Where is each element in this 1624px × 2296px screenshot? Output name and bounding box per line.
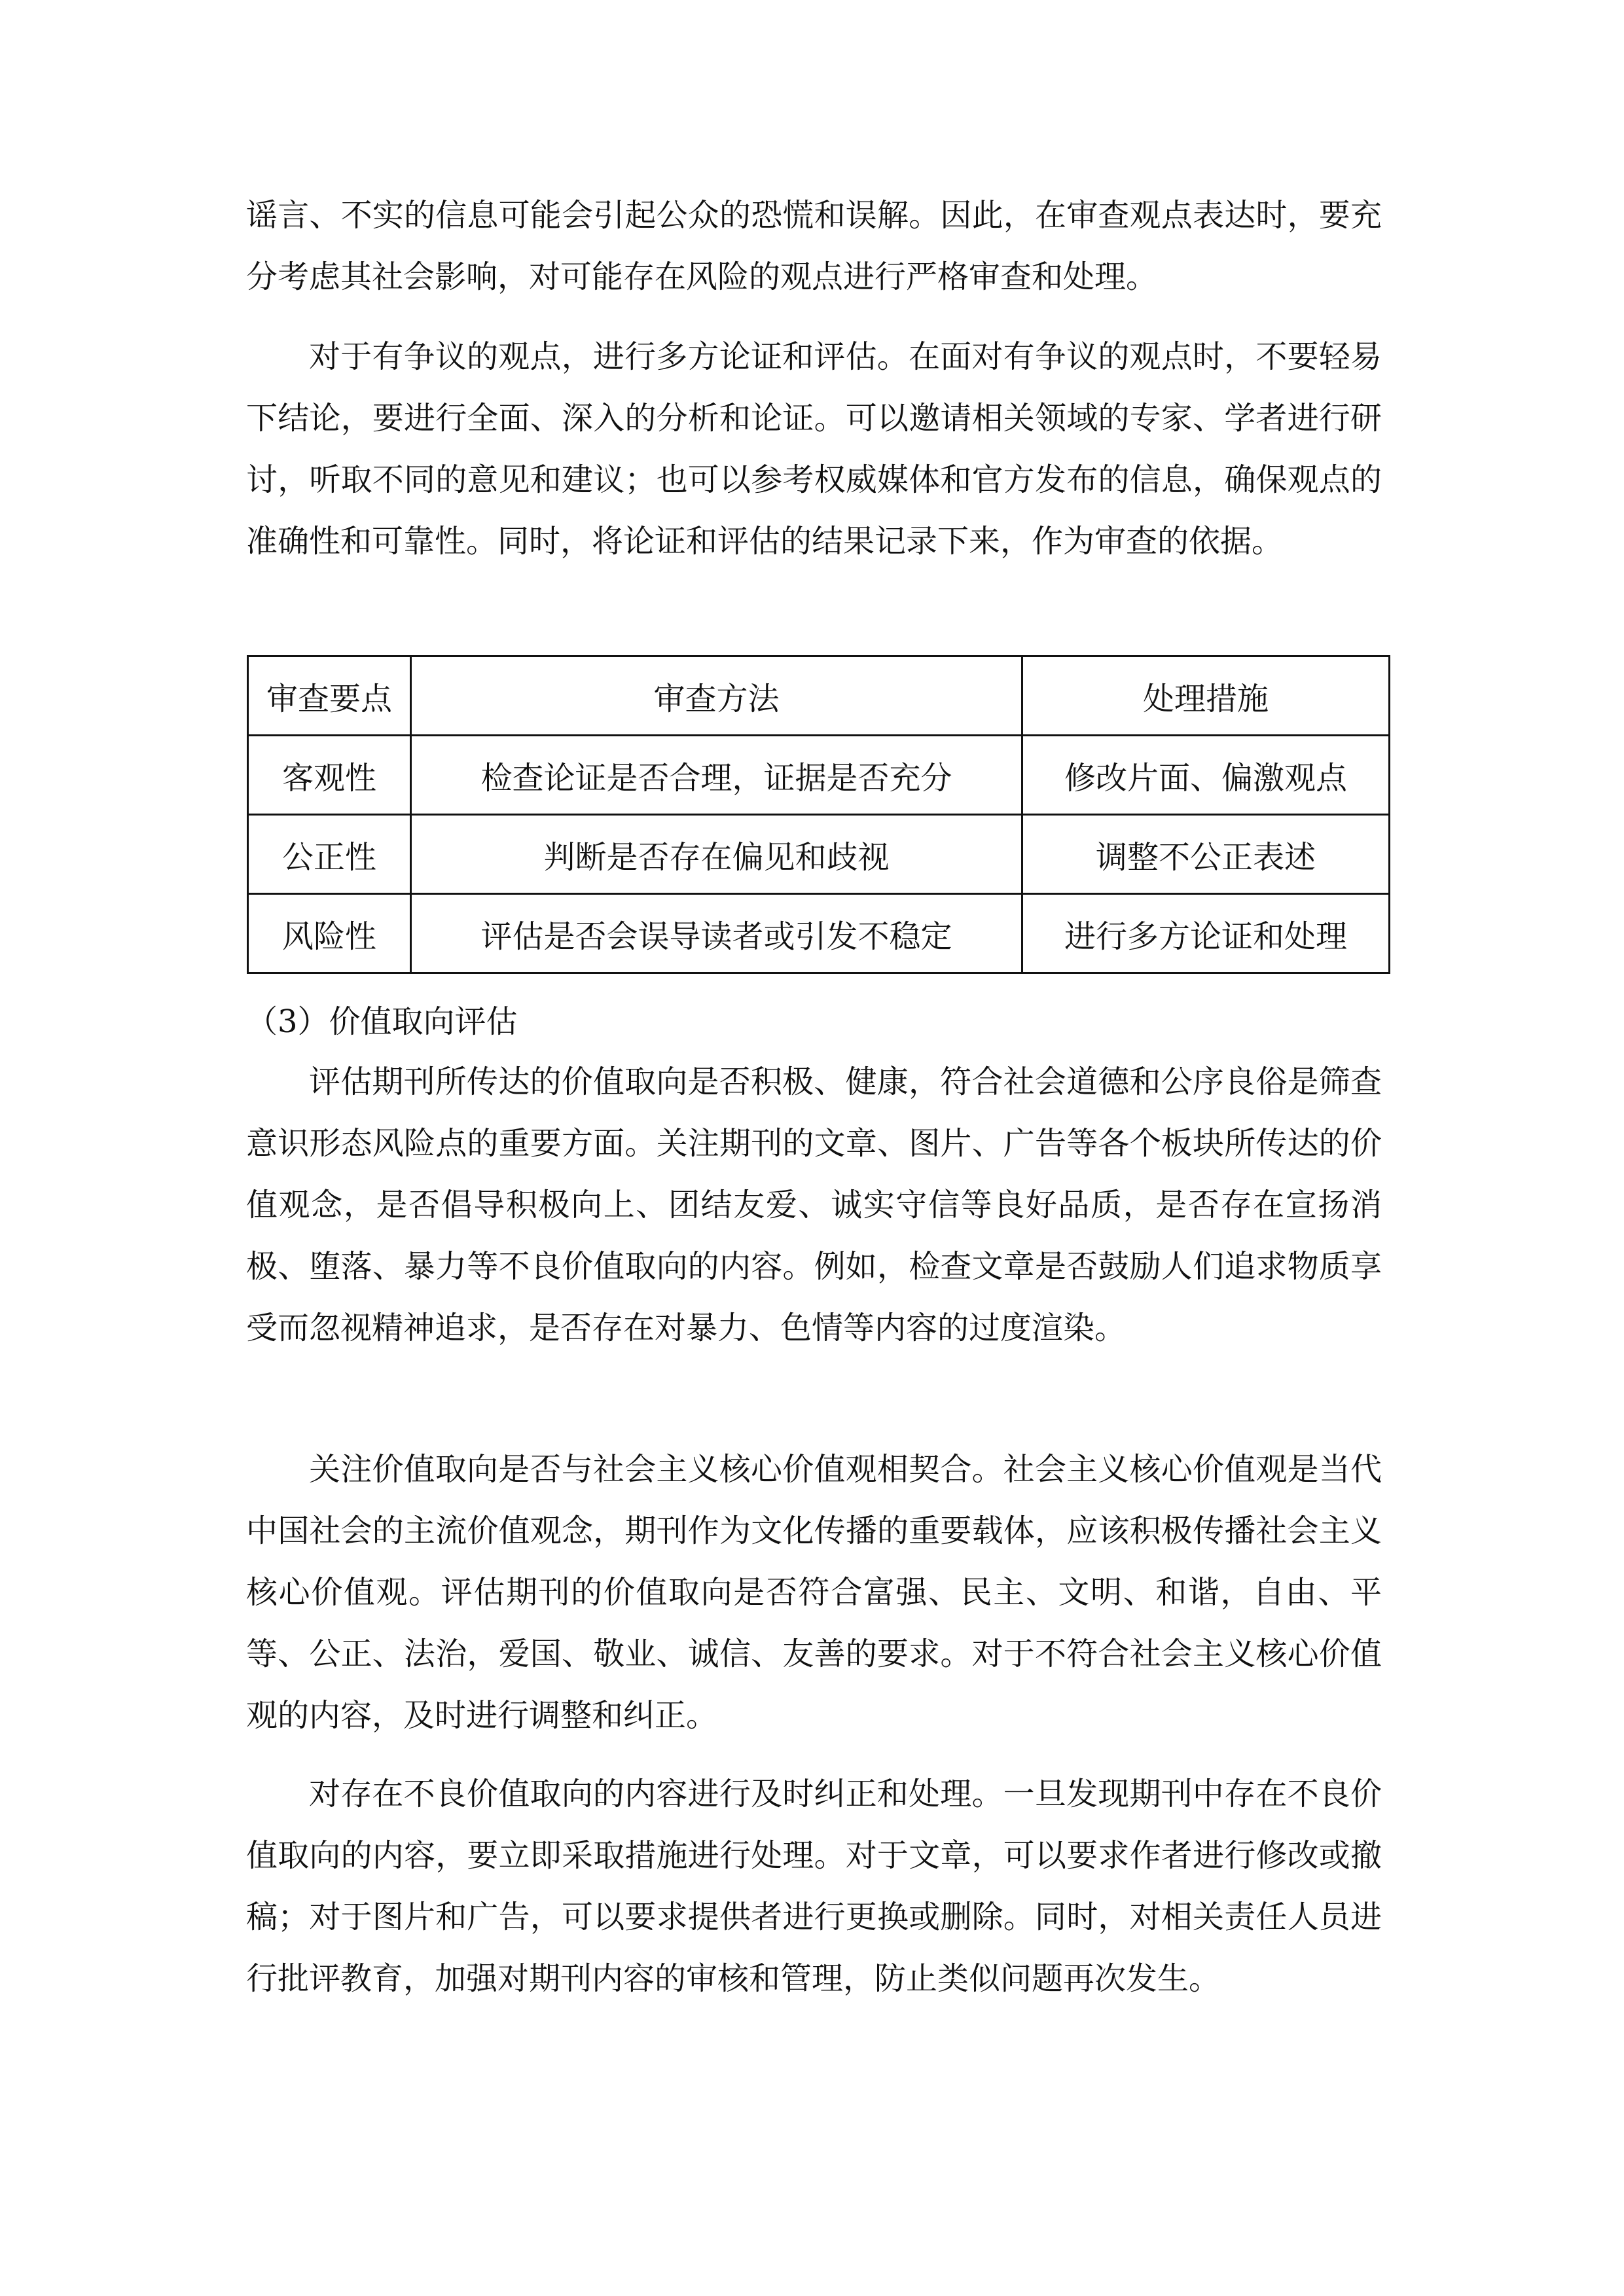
table-header-cell: 审查要点 [248, 656, 411, 736]
table-header-cell: 处理措施 [1022, 656, 1390, 736]
section-heading-value-orientation: （3）价值取向评估 [246, 1003, 518, 1040]
table-cell: 修改片面、偏激观点 [1022, 736, 1390, 815]
paragraph-controversial-views: 对于有争议的观点，进行多方论证和评估。在面对有争议的观点时，不要轻易下结论，要进行全面、深入的分析和论证。可以邀请相关领域的专家、学者进行研讨，听取不同的意见和建议；也可以参考权威媒体和官方发布的信息，确保观点的准确性和可靠性。同时，将论证和评估的结果记录下来，作为审查的依据。 [246, 338, 1382, 560]
table-header-cell: 审查方法 [411, 656, 1022, 736]
table-row [248, 736, 1390, 815]
table-cell: 检查论证是否合理，证据是否充分 [411, 736, 1022, 815]
table-cell: 风险性 [248, 894, 411, 973]
table-cell: 进行多方论证和处理 [1022, 894, 1390, 973]
review-table [247, 655, 1390, 974]
paragraph-core-values: 关注价值取向是否与社会主义核心价值观相契合。社会主义核心价值观是当代中国社会的主流价值观念，期刊作为文化传播的重要载体，应该积极传播社会主义核心价值观。评估期刊的价值取向是否符合富强、民主、文明、和谐，自由、平等、公正、法治，爱国、敬业、诚信、友善的要求。对于不符合社会主义核心价值观的内容，及时进行调整和纠正。 [246, 1451, 1382, 1734]
paragraph-correction: 对存在不良价值取向的内容进行及时纠正和处理。一旦发现期刊中存在不良价值取向的内容，要立即采取措施进行处理。对于文章，可以要求作者进行修改或撤稿；对于图片和广告，可以要求提供者进行更换或删除。同时，对相关责任人员进行批评教育，加强对期刊内容的审核和管理，防止类似问题再次发生。 [246, 1776, 1382, 1997]
paragraph-value-assessment: 评估期刊所传达的价值取向是否积极、健康，符合社会道德和公序良俗是筛查意识形态风险点的重要方面。关注期刊的文章、图片、广告等各个板块所传达的价值观念，是否倡导积极向上、团结友爱、诚实守信等良好品质，是否存在宣扬消极、堕落、暴力等不良价值取向的内容。例如，检查文章是否鼓励人们追求物质享受而忽视精神追求，是否存在对暴力、色情等内容的过度渲染。 [246, 1064, 1382, 1346]
table-cell: 公正性 [248, 815, 411, 894]
paragraph-rumor-impact: 谣言、不实的信息可能会引起公众的恐慌和误解。因此，在审查观点表达时，要充分考虑其社会影响，对可能存在风险的观点进行严格审查和处理。 [246, 197, 1382, 295]
table-cell: 调整不公正表述 [1022, 815, 1390, 894]
table-cell: 客观性 [248, 736, 411, 815]
table-row [248, 894, 1390, 973]
table-cell: 判断是否存在偏见和歧视 [411, 815, 1022, 894]
table-cell: 评估是否会误导读者或引发不稳定 [411, 894, 1022, 973]
table-row [248, 815, 1390, 894]
table-header-row [248, 656, 1390, 736]
